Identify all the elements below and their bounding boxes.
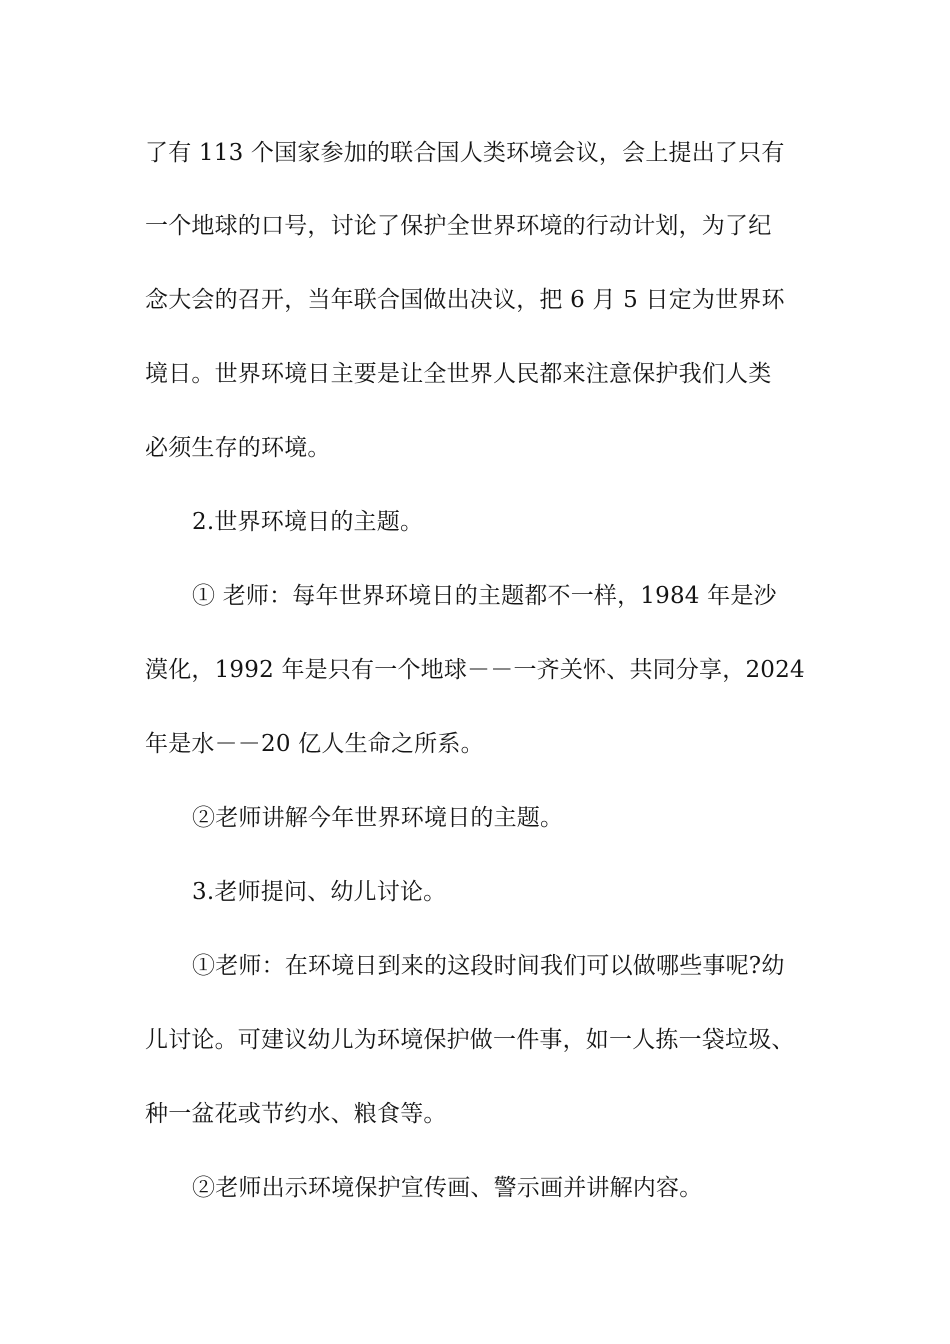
paragraph-line: ①老师：在环境日到来的这段时间我们可以做哪些事呢?幼 <box>192 953 785 979</box>
paragraph-line: ① 老师：每年世界环境日的主题都不一样，1984 年是沙 <box>192 583 777 609</box>
paragraph-line: 一个地球的口号，讨论了保护全世界环境的行动计划，为了纪 <box>145 213 772 239</box>
section-heading: 2.世界环境日的主题。 <box>192 509 424 535</box>
paragraph-line: 儿讨论。可建议幼儿为环境保护做一件事，如一人拣一袋垃圾、 <box>145 1027 795 1053</box>
paragraph-line: 念大会的召开，当年联合国做出决议，把 6 月 5 日定为世界环 <box>145 287 785 313</box>
paragraph-line: 种一盆花或节约水、粮食等。 <box>145 1101 447 1127</box>
paragraph-line: ②老师讲解今年世界环境日的主题。 <box>192 805 564 831</box>
section-heading: 3.老师提问、幼儿讨论。 <box>192 879 447 905</box>
paragraph-line: 境日。世界环境日主要是让全世界人民都来注意保护我们人类 <box>145 361 772 387</box>
paragraph-line: 必须生存的环境。 <box>145 435 331 461</box>
paragraph-line: 了有 113 个国家参加的联合国人类环境会议，会上提出了只有 <box>145 140 785 166</box>
paragraph-line: ②老师出示环境保护宣传画、警示画并讲解内容。 <box>192 1175 703 1201</box>
paragraph-line: 漠化，1992 年是只有一个地球－－一齐关怀、共同分享，2024 <box>145 657 805 683</box>
paragraph-line: 年是水－－20 亿人生命之所系。 <box>145 731 484 757</box>
